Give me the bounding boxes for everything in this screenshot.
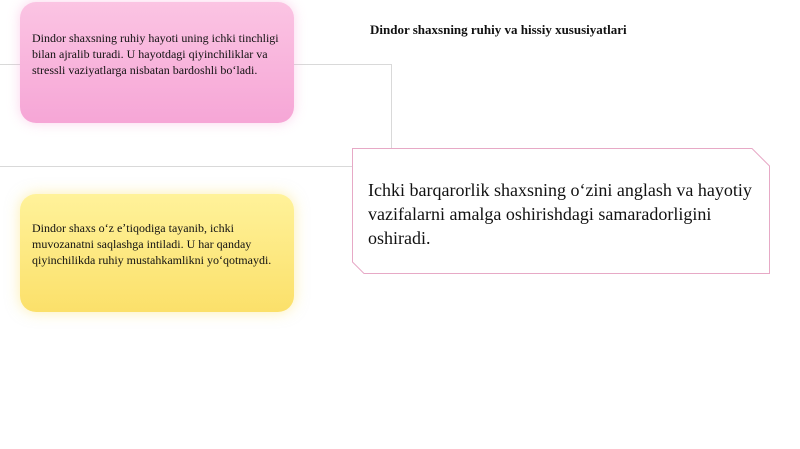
callout-text: Ichki barqarorlik shaxsning oʻzini anglash va hayotiy vazifalarni amalga oshirishdagi samaradorligini oshiradi.: [368, 180, 752, 248]
yellow-note-text: Dindor shaxs oʻz eʼtiqodiga tayanib, ichki muvozanatni saqlashga intiladi. U har qanday qiyinchilikda ruhiy mustahkamlikni yoʻqotmaydi.: [32, 221, 272, 267]
callout-box: [352, 148, 770, 274]
page-title: Dindor shaxsning ruhiy va hissiy xususiyatlari: [370, 22, 627, 37]
yellow-note-card: [20, 194, 294, 312]
pink-note-card: [20, 2, 294, 123]
pink-note-text: Dindor shaxsning ruhiy hayoti uning ichki tinchligi bilan ajralib turadi. U hayotdagi qiyinchiliklar va stressli vaziyatlarga nisbatan bardoshli boʻladi.: [32, 31, 279, 77]
